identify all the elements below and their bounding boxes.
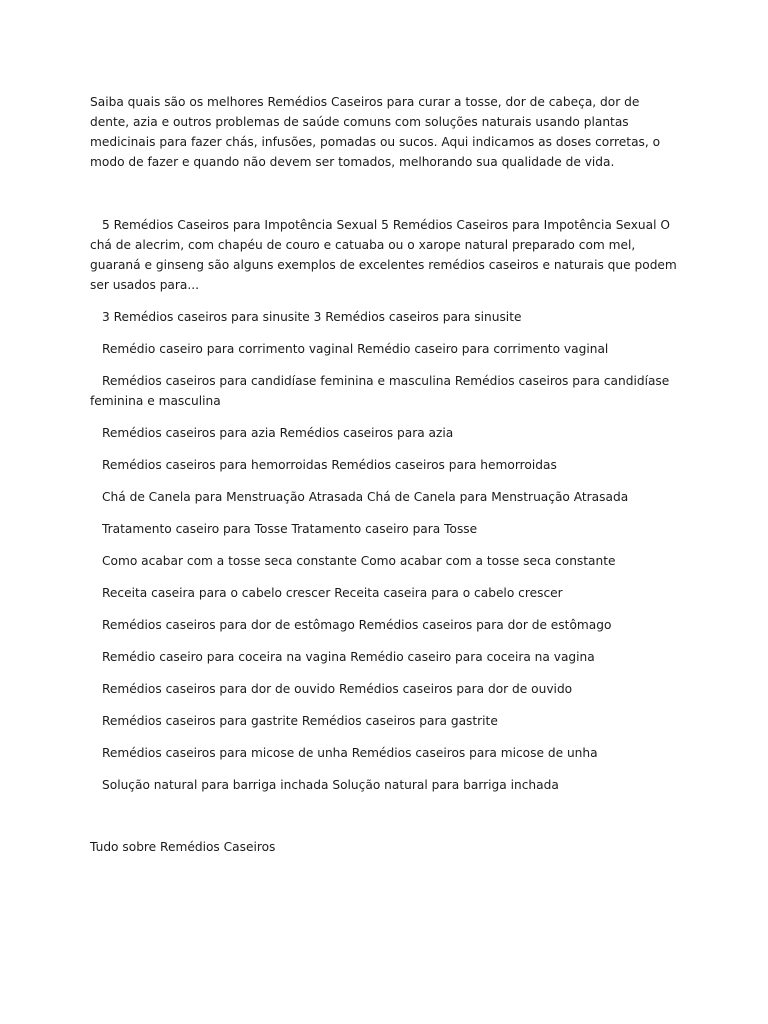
list-item[interactable]: Remédios caseiros para micose de unha Remédios caseiros para micose de unha [102, 746, 598, 760]
footer-link[interactable]: Tudo sobre Remédios Caseiros [90, 840, 276, 854]
list-item[interactable]: Remédio caseiro para corrimento vaginal Remédio caseiro para corrimento vaginal [102, 342, 609, 356]
list-item[interactable]: Remédio caseiro para coceira na vagina Remédio caseiro para coceira na vagina [102, 650, 595, 664]
list-item[interactable]: Remédios caseiros para hemorroidas Remédios caseiros para hemorroidas [102, 458, 557, 472]
list-item[interactable]: Remédios caseiros para dor de estômago Remédios caseiros para dor de estômago [102, 618, 612, 632]
list-item[interactable]: Remédios caseiros para dor de ouvido Remédios caseiros para dor de ouvido [102, 682, 573, 696]
list-item[interactable]: Remédios caseiros para azia Remédios caseiros para azia [102, 426, 454, 440]
list-item[interactable]: Solução natural para barriga inchada Solução natural para barriga inchada [102, 778, 559, 792]
list-item[interactable]: 5 Remédios Caseiros para Impotência Sexual 5 Remédios Caseiros para Impotência Sexual O chá de alecrim, com chapéu de couro e catuaba ou o xarope natural preparado com mel, guaraná e ginseng são alguns exemplos de excelentes remédios caseiros e naturais que podem ser usados para... [90, 218, 677, 292]
list-item[interactable]: Receita caseira para o cabelo crescer Receita caseira para o cabelo crescer [102, 586, 563, 600]
list-item[interactable]: 3 Remédios caseiros para sinusite 3 Remédios caseiros para sinusite [102, 310, 522, 324]
list-item[interactable]: Tratamento caseiro para Tosse Tratamento caseiro para Tosse [102, 522, 478, 536]
list-item[interactable]: Chá de Canela para Menstruação Atrasada Chá de Canela para Menstruação Atrasada [102, 490, 629, 504]
intro-paragraph: Saiba quais são os melhores Remédios Caseiros para curar a tosse, dor de cabeça, dor de dente, azia e outros problemas de saúde comuns com soluções naturais usando plantas medicinais para fazer chás, infusões, pomadas ou sucos. Aqui indicamos as doses corretas, o modo de fazer e quando não devem ser tomados, melhorando sua qualidade de vida. [90, 95, 661, 169]
list-item[interactable]: Remédios caseiros para candidíase feminina e masculina Remédios caseiros para candidíase feminina e masculina [90, 374, 670, 408]
document-page [90, 92, 680, 857]
list-item[interactable]: Como acabar com a tosse seca constante Como acabar com a tosse seca constante [102, 554, 616, 568]
list-item[interactable]: Remédios caseiros para gastrite Remédios caseiros para gastrite [102, 714, 498, 728]
